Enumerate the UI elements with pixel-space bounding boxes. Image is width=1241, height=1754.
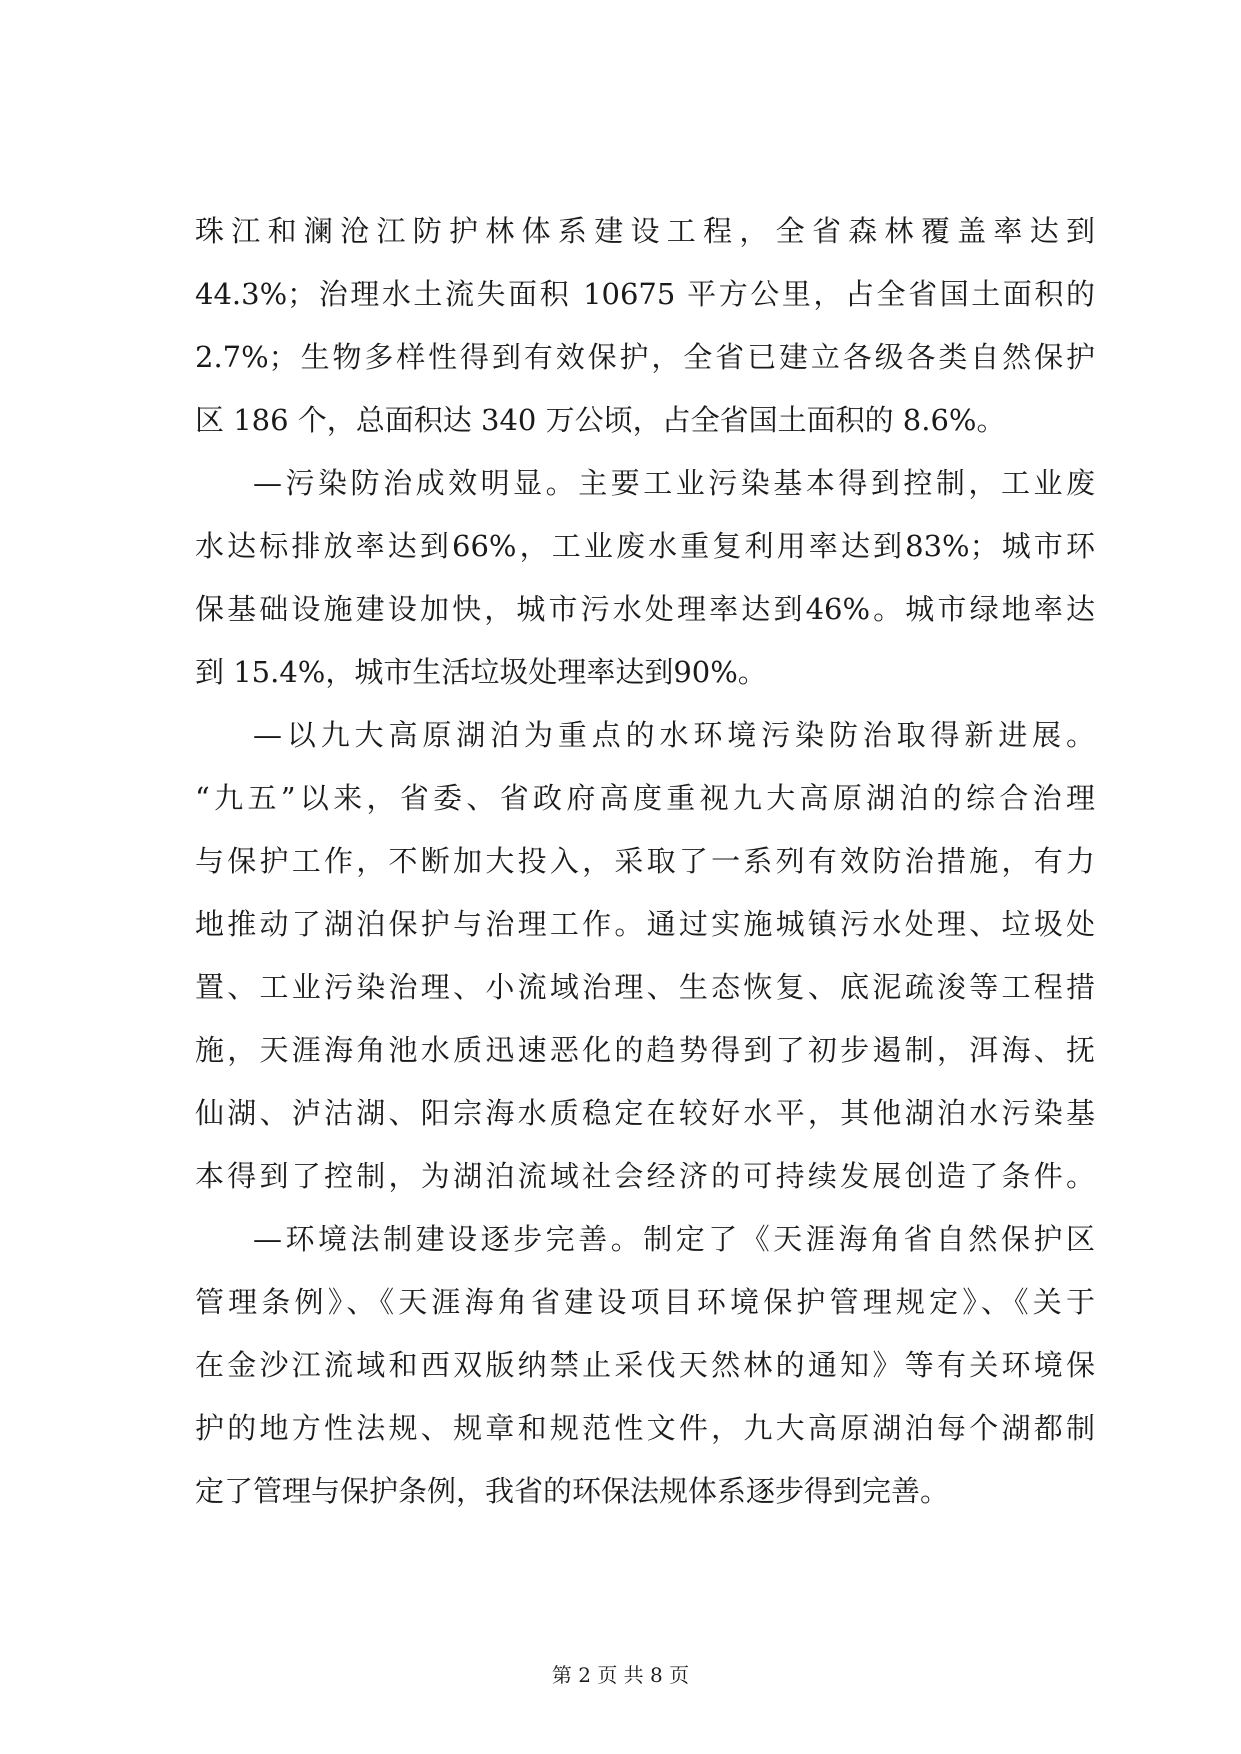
text-line: 保基础设施建设加快，城市污水处理率达到46%。城市绿地率达 (195, 592, 1095, 626)
text-line: 仙湖、泸沽湖、阳宗海水质稳定在较好水平，其他湖泊水污染基 (195, 1096, 1095, 1130)
text-line: 珠江和澜沧江防护林体系建设工程，全省森林覆盖率达到 (195, 214, 1095, 248)
paragraph-start-line: —以九大高原湖泊为重点的水环境污染防治取得新进展。 (253, 718, 1095, 752)
text-line: “九五”以来，省委、省政府高度重视九大高原湖泊的综合治理 (195, 781, 1095, 815)
text-line: 地推动了湖泊保护与治理工作。通过实施城镇污水处理、垃圾处 (195, 907, 1095, 941)
paragraph-start-line: —污染防治成效明显。主要工业污染基本得到控制，工业废 (253, 466, 1095, 500)
text-line: 护的地方性法规、规章和规范性文件，九大高原湖泊每个湖都制 (195, 1411, 1095, 1445)
text-line: 在金沙江流域和西双版纳禁止采伐天然林的通知》等有关环境保 (195, 1348, 1095, 1382)
text-line: 置、工业污染治理、小流域治理、生态恢复、底泥疏浚等工程措 (195, 970, 1095, 1004)
text-line: 与保护工作，不断加大投入，采取了一系列有效防治措施，有力 (195, 844, 1095, 878)
text-line: 定了管理与保护条例，我省的环保法规体系逐步得到完善。 (195, 1474, 950, 1508)
text-line: 2.7%；生物多样性得到有效保护，全省已建立各级各类自然保护 (195, 340, 1095, 374)
text-line: 管理条例》、《天涯海角省建设项目环境保护管理规定》、《关于 (195, 1285, 1095, 1319)
body-text (195, 200, 1095, 1523)
text-line: 施，天涯海角池水质迅速恶化的趋势得到了初步遏制，洱海、抚 (195, 1033, 1095, 1067)
paragraph-start-line: —环境法制建设逐步完善。制定了《天涯海角省自然保护区 (253, 1222, 1095, 1256)
text-line: 44.3%；治理水土流失面积 10675 平方公里，占全省国土面积的 (195, 277, 1095, 311)
text-line: 本得到了控制，为湖泊流域社会经济的可持续发展创造了条件。 (195, 1159, 1095, 1193)
page-number-footer: 第 2 页 共 8 页 (551, 1663, 690, 1687)
text-line: 到 15.4%，城市生活垃圾处理率达到90%。 (195, 655, 767, 689)
text-line: 水达标排放率达到66%，工业废水重复利用率达到83%；城市环 (195, 529, 1095, 563)
text-line: 区 186 个，总面积达 340 万公顷，占全省国土面积的 8.6%。 (195, 403, 1006, 437)
